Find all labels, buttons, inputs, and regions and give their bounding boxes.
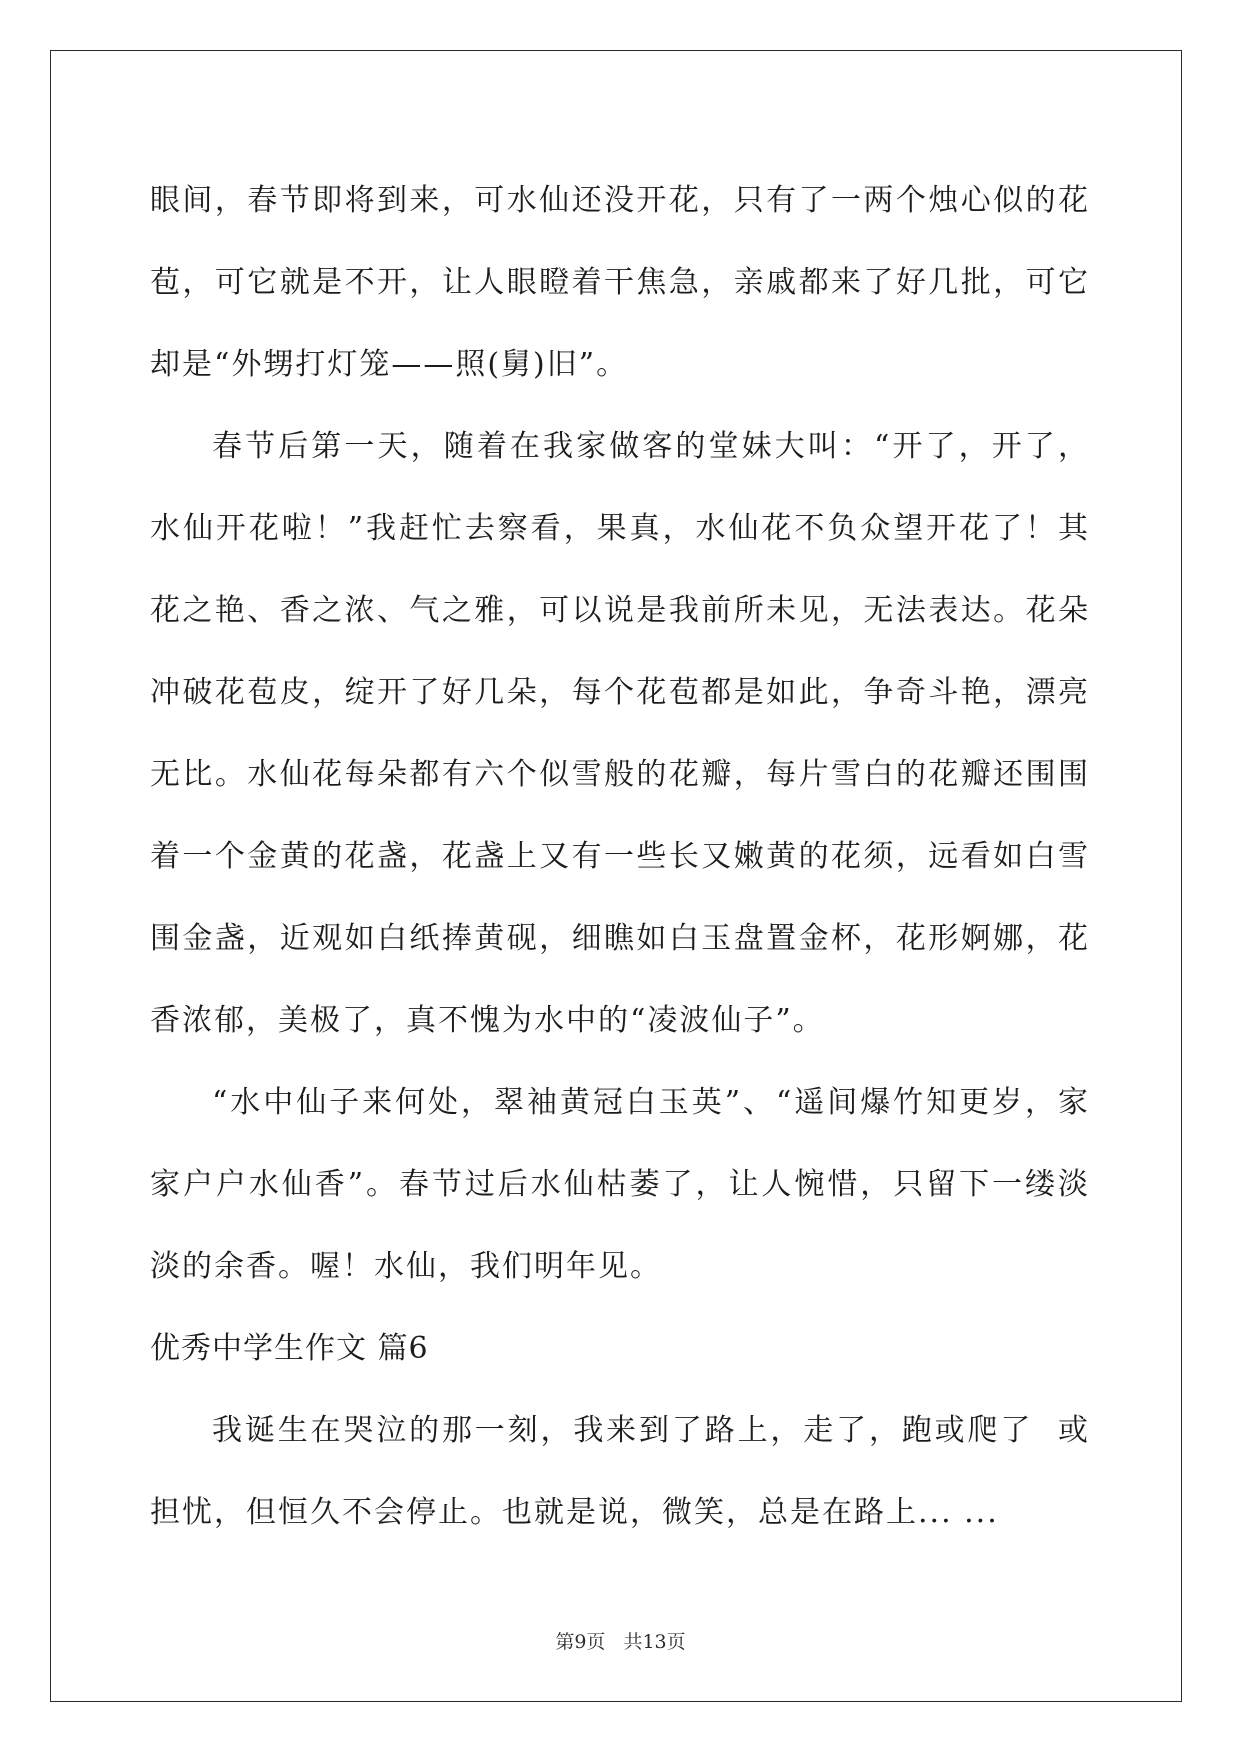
page-number: 第9页 — [555, 1631, 606, 1653]
paragraph-1: 眼间，春节即将到来，可水仙还没开花，只有了一两个烛心似的花苞，可它就是不开，让人眼瞪着干焦急，亲戚都来了好几批，可它却是“外甥打灯笼——照(舅)旧”。 — [150, 183, 1090, 382]
paragraph-2: 春节后第一天，随着在我家做客的堂妹大叫：“开了，开了，水仙开花啦！”我赶忙去察看，果真，水仙花不负众望开花了！其花之艳、香之浓、气之雅，可以说是我前所未见，无法表达。花朵冲破花苞皮，绽开了好几朵，每个花苞都是如此，争奇斗艳，漂亮无比。水仙花每朵都有六个似雪般的花瓣，每片雪白的花瓣还围围着一个金黄的花盏，花盏上又有一些长又嫩黄的花须，远看如白雪围金盏，近观如白纸捧黄砚，细瞧如白玉盘置金杯，花形婀娜，花香浓郁，美极了，真不愧为水中的“凌波仙子”。 — [150, 429, 1090, 1038]
page-footer — [0, 1627, 1241, 1654]
page-total: 共13页 — [623, 1631, 686, 1653]
document-body — [150, 160, 1090, 1554]
paragraph-4: 我诞生在哭泣的那一刻，我来到了路上，走了，跑或爬了 或担忧，但恒久不会停止。也就是说，微笑，总是在路上... ... — [150, 1413, 1090, 1530]
section-heading: 优秀中学生作文 篇6 — [150, 1331, 429, 1366]
paragraph-3: “水中仙子来何处，翠袖黄冠白玉英”、“遥间爆竹知更岁，家家户户水仙香”。春节过后水仙枯萎了，让人惋惜，只留下一缕淡淡的余香。喔！水仙，我们明年见。 — [150, 1085, 1090, 1284]
